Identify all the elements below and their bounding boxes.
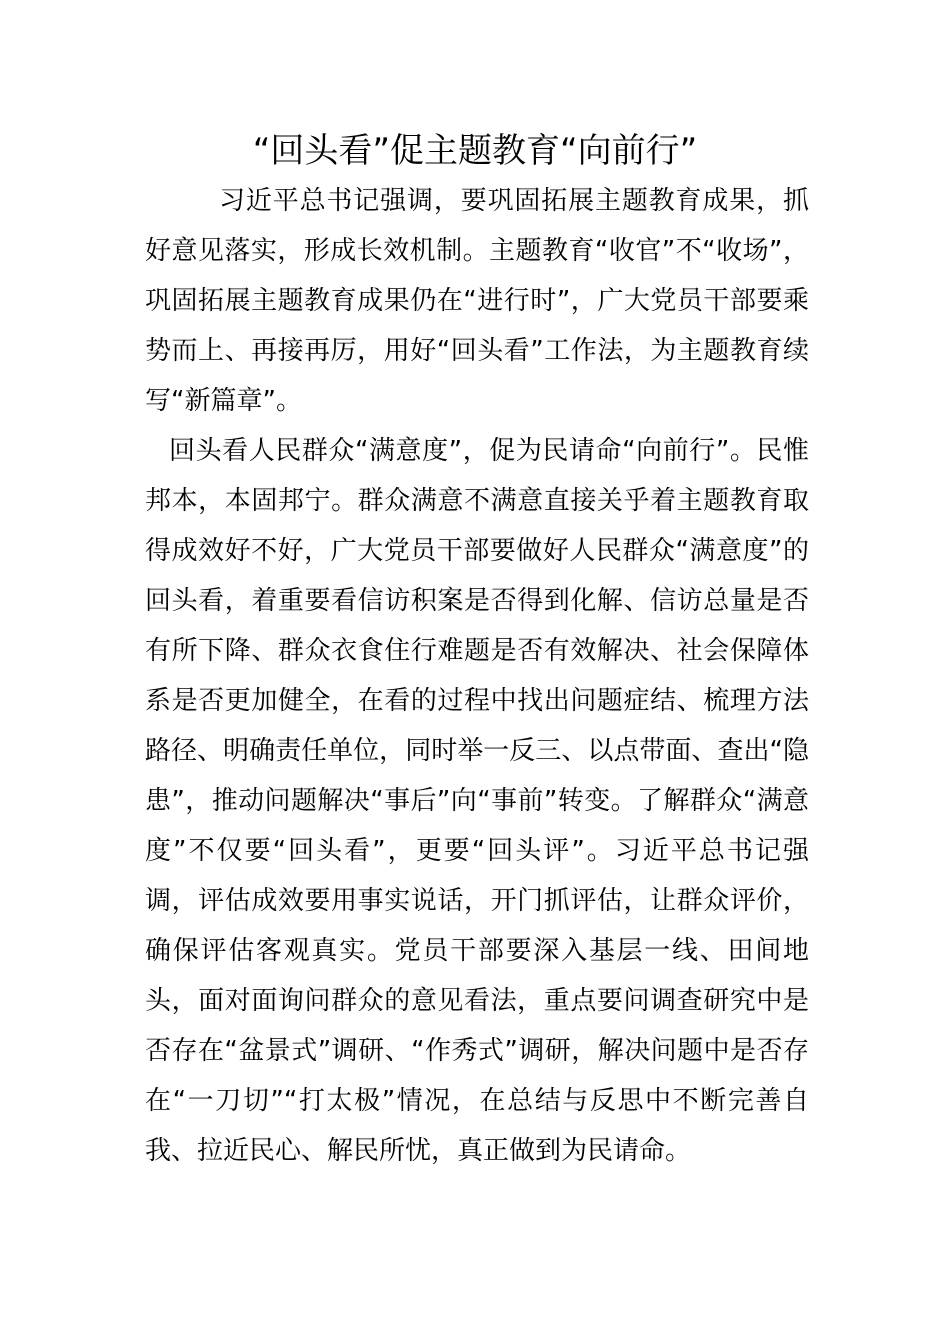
paragraph-satisfaction: 回头看人民群众“满意度”，促为民请命“向前行”。民惟邦本，本固邦宁。群众满意不满意直接关乎着主题教育取得成效好不好，广大党员干部要做好人民群众“满意度”的回头看，着重要看信访积案是否得到化解、信访总量是否有所下降、群众衣食住行难题是否有效解决、社会保障体系是否更加健全，在看的过程中找出问题症结、梳理方法路径、明确责任单位，同时举一反三、以点带面、查出“隐患”，推动问题解决“事后”向“事前”转变。了解群众“满意度”不仅要“回头看”，更要“回头评”。习近平总书记强调，评估成效要用事实说话，开门抓评估，让群众评价，确保评估客观真实。党员干部要深入基层一线、田间地头，面对面询问群众的意见看法，重点要问调查研究中是否存在“盆景式”调研、“作秀式”调研，解决问题中是否存在“一刀切”“打太极”情况，在总结与反思中不断完善自我、拉近民心、解民所忧，真正做到为民请命。 (145, 436, 809, 1166)
document-title: “回头看”促主题教育“向前行” (252, 131, 698, 171)
paragraph-intro: 习近平总书记强调，要巩固拓展主题教育成果，抓好意见落实，形成长效机制。主题教育“收官”不“收场”，巩固拓展主题教育成果仍在“进行时”，广大党员干部要乘势而上、再接再厉，用好“回头看”工作法，为主题教育续写“新篇章”。 (145, 186, 809, 416)
